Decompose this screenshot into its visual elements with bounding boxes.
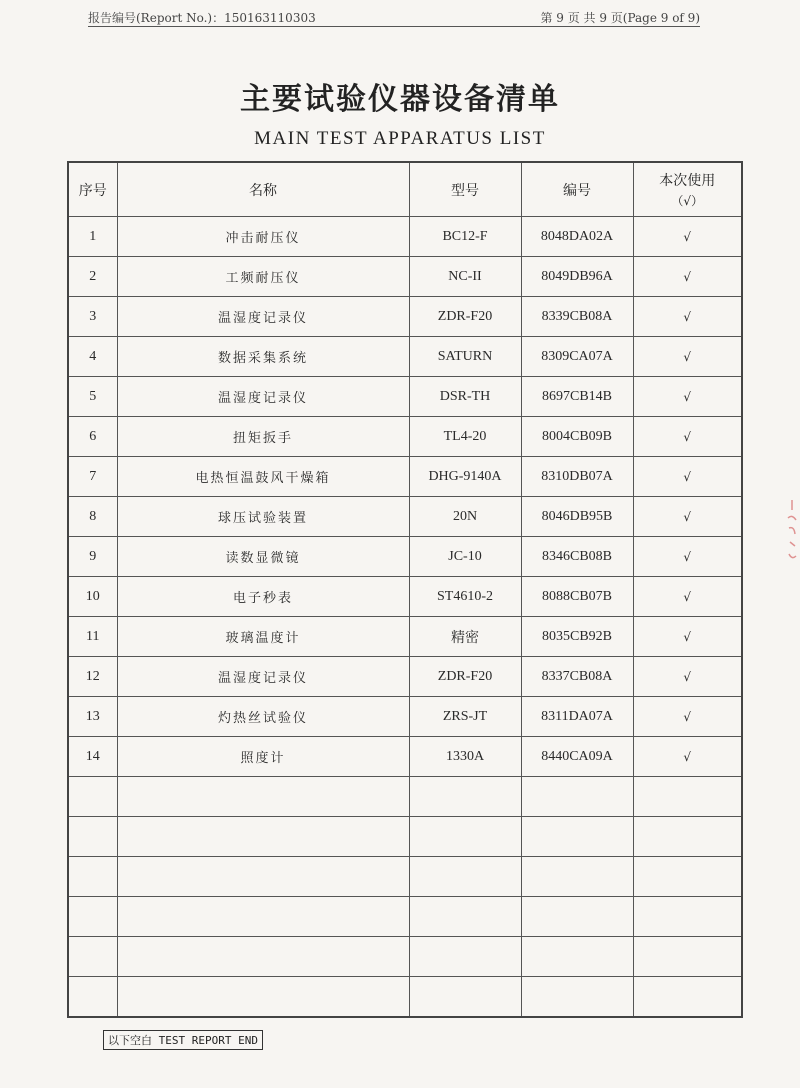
cell-number: 8346CB08B [521, 537, 633, 577]
cell-index: 12 [68, 657, 117, 697]
cell-index: 10 [68, 577, 117, 617]
cell-index: 6 [68, 417, 117, 457]
table-row [68, 697, 742, 737]
cell-name: 电子秒表 [117, 577, 409, 617]
blank-cell [117, 857, 409, 897]
page-title-english: MAIN TEST APPARATUS LIST [254, 128, 546, 149]
blank-cell [68, 857, 117, 897]
blank-cell [409, 857, 521, 897]
cell-name: 电热恒温鼓风干燥箱 [117, 457, 409, 497]
cell-used: √ [633, 217, 742, 257]
cell-index: 3 [68, 297, 117, 337]
table-row-blank [68, 977, 742, 1018]
table-row [68, 657, 742, 697]
blank-cell [633, 777, 742, 817]
blank-cell [409, 937, 521, 977]
table-row [68, 337, 742, 377]
cell-model: JC-10 [409, 537, 521, 577]
cell-name: 灼热丝试验仪 [117, 697, 409, 737]
cell-number: 8004CB09B [521, 417, 633, 457]
blank-cell [68, 937, 117, 977]
cell-number: 8048DA02A [521, 217, 633, 257]
table-row [68, 617, 742, 657]
apparatus-table-container [67, 161, 743, 1018]
blank-cell [633, 897, 742, 937]
table-row-blank [68, 857, 742, 897]
header-index: 序号 [68, 162, 117, 217]
cell-name: 工频耐压仪 [117, 257, 409, 297]
header-name: 名称 [117, 162, 409, 217]
table-row [68, 537, 742, 577]
blank-cell [409, 897, 521, 937]
cell-used: √ [633, 537, 742, 577]
blank-cell [117, 777, 409, 817]
cell-used: √ [633, 657, 742, 697]
cell-model: DSR-TH [409, 377, 521, 417]
cell-number: 8339CB08A [521, 297, 633, 337]
blank-cell [633, 817, 742, 857]
cell-number: 8046DB95B [521, 497, 633, 537]
blank-cell [633, 857, 742, 897]
table-row [68, 417, 742, 457]
table-row [68, 737, 742, 777]
blank-cell [633, 937, 742, 977]
report-number: 报告编号(Report No.)：150163110303 [88, 11, 316, 25]
header-used [633, 162, 742, 217]
table-row-blank [68, 937, 742, 977]
blank-cell [409, 777, 521, 817]
cell-number: 8310DB07A [521, 457, 633, 497]
blank-cell [117, 817, 409, 857]
cell-number: 8049DB96A [521, 257, 633, 297]
report-end-marker: 以下空白 TEST REPORT END [103, 1030, 263, 1050]
header-model: 型号 [409, 162, 521, 217]
page-title-chinese: 主要试验仪器设备清单 [240, 82, 560, 117]
cell-model: ST4610-2 [409, 577, 521, 617]
cell-name: 温湿度记录仪 [117, 377, 409, 417]
table-row [68, 257, 742, 297]
table-row-blank [68, 897, 742, 937]
cell-index: 11 [68, 617, 117, 657]
cell-used: √ [633, 417, 742, 457]
table-row [68, 217, 742, 257]
cell-model: 1330A [409, 737, 521, 777]
blank-cell [521, 817, 633, 857]
table-row [68, 297, 742, 337]
cell-number: 8697CB14B [521, 377, 633, 417]
cell-name: 照度计 [117, 737, 409, 777]
cell-used: √ [633, 457, 742, 497]
blank-cell [521, 977, 633, 1018]
cell-used: √ [633, 617, 742, 657]
cell-name: 扭矩扳手 [117, 417, 409, 457]
cell-used: √ [633, 497, 742, 537]
cell-name: 读数显微镜 [117, 537, 409, 577]
page-indicator: 第 9 页 共 9 页(Page 9 of 9) [540, 11, 700, 25]
cell-name: 玻璃温度计 [117, 617, 409, 657]
header-used-label: 本次使用 [659, 173, 716, 189]
cell-index: 8 [68, 497, 117, 537]
cell-used: √ [633, 337, 742, 377]
table-row [68, 577, 742, 617]
cell-number: 8311DA07A [521, 697, 633, 737]
cell-model: SATURN [409, 337, 521, 377]
cell-name: 数据采集系统 [117, 337, 409, 377]
blank-cell [633, 977, 742, 1018]
blank-cell [117, 897, 409, 937]
table-row-blank [68, 817, 742, 857]
cell-model: NC-II [409, 257, 521, 297]
cell-index: 5 [68, 377, 117, 417]
cell-used: √ [633, 697, 742, 737]
blank-cell [68, 817, 117, 857]
blank-cell [117, 937, 409, 977]
cell-model: 精密 [409, 617, 521, 657]
cell-used: √ [633, 577, 742, 617]
blank-cell [521, 897, 633, 937]
cell-model: ZDR-F20 [409, 297, 521, 337]
table-row [68, 497, 742, 537]
blank-cell [521, 937, 633, 977]
table-header-row [68, 162, 742, 217]
cell-name: 温湿度记录仪 [117, 657, 409, 697]
blank-cell [409, 977, 521, 1018]
cell-index: 9 [68, 537, 117, 577]
cell-number: 8088CB07B [521, 577, 633, 617]
blank-cell [521, 857, 633, 897]
cell-index: 14 [68, 737, 117, 777]
cell-name: 球压试验装置 [117, 497, 409, 537]
cell-index: 4 [68, 337, 117, 377]
blank-cell [409, 817, 521, 857]
cell-number: 8337CB08A [521, 657, 633, 697]
cell-model: ZRS-JT [409, 697, 521, 737]
cell-model: DHG-9140A [409, 457, 521, 497]
cell-name: 温湿度记录仪 [117, 297, 409, 337]
report-header [88, 4, 700, 27]
cell-index: 7 [68, 457, 117, 497]
header-number: 编号 [521, 162, 633, 217]
edge-stamp-mark [786, 498, 798, 568]
cell-index: 13 [68, 697, 117, 737]
blank-cell [117, 977, 409, 1018]
cell-index: 1 [68, 217, 117, 257]
cell-model: ZDR-F20 [409, 657, 521, 697]
cell-number: 8309CA07A [521, 337, 633, 377]
blank-cell [68, 897, 117, 937]
cell-model: 20N [409, 497, 521, 537]
cell-used: √ [633, 297, 742, 337]
cell-number: 8035CB92B [521, 617, 633, 657]
blank-cell [68, 977, 117, 1018]
cell-index: 2 [68, 257, 117, 297]
cell-used: √ [633, 257, 742, 297]
cell-name: 冲击耐压仪 [117, 217, 409, 257]
blank-cell [521, 777, 633, 817]
cell-number: 8440CA09A [521, 737, 633, 777]
blank-cell [68, 777, 117, 817]
cell-model: BC12-F [409, 217, 521, 257]
header-used-check: （√） [671, 194, 704, 208]
cell-used: √ [633, 737, 742, 777]
apparatus-table [67, 161, 743, 1018]
table-row-blank [68, 777, 742, 817]
table-row [68, 377, 742, 417]
cell-used: √ [633, 377, 742, 417]
table-row [68, 457, 742, 497]
cell-model: TL4-20 [409, 417, 521, 457]
